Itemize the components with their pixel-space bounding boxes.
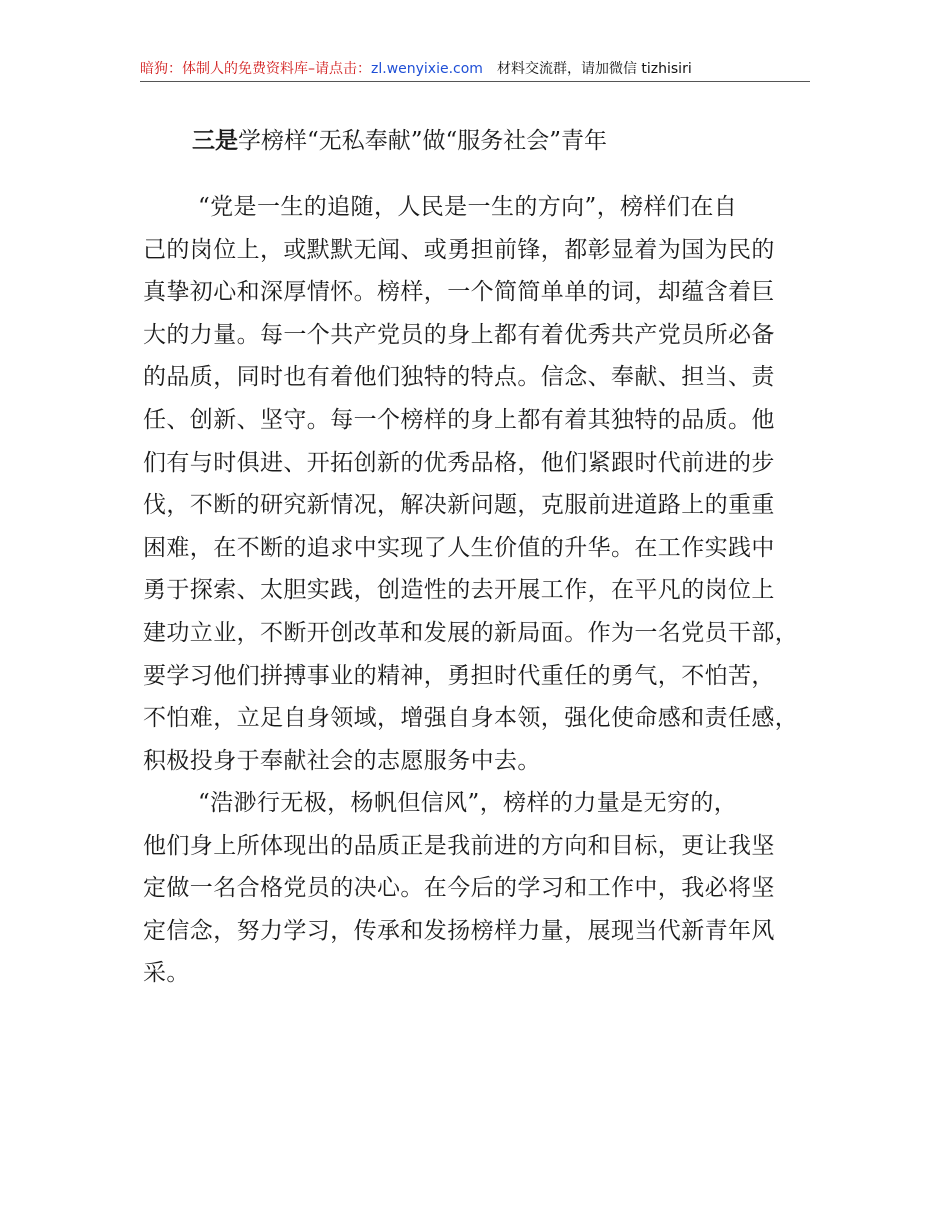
paragraph-line: “党是一生的追随，人民是一生的方向”，榜样们在自 [198,194,738,220]
paragraph-line: 他们身上所体现出的品质正是我前进的方向和目标，更让我坚 [143,832,775,859]
paragraph-line: 采。 [143,960,190,987]
paragraph-line: 伐，不断的研究新情况，解决新问题，克服前进道路上的重重 [143,492,775,519]
header-link[interactable]: zl.wenyixie.com [371,61,483,77]
paragraph-line: 要学习他们拼搏事业的精神，勇担时代重任的勇气，不怕苦， [143,662,775,689]
paragraph-line: 困难，在不断的追求中实现了人生价值的升华。在工作实践中 [143,534,775,561]
paragraph-line: 真挚初心和深厚情怀。榜样，一个简简单单的词，却蕴含着巨 [143,279,775,306]
paragraph-line: 勇于探索、太胆实践，创造性的去开展工作，在平凡的岗位上 [143,577,775,604]
paragraph-line: 的品质，同时也有着他们独特的特点。信念、奉献、担当、责 [143,364,775,391]
header-site-name: 暗狗：体制人的免费资料库 [140,61,308,77]
paragraph-1 [143,186,823,782]
header-divider [140,81,810,82]
paragraph-line: “浩渺行无极，杨帆但信风”，榜样的力量是无穷的， [198,790,738,816]
paragraph-line: 建功立业，不断开创改革和发展的新局面。作为一名党员干部， [143,619,799,646]
paragraph-line: 定信念，努力学习，传承和发扬榜样力量，展现当代新青年风 [143,917,775,944]
paragraph-line: 定做一名合格党员的决心。在今后的学习和工作中，我必将坚 [143,875,775,902]
paragraph-line: 不怕难，立足自身领域，增强自身本领，强化使命感和责任感， [143,705,799,732]
heading-text: 学榜样“无私奉献”做“服务社会”青年 [238,128,608,154]
paragraph-line: 己的岗位上，或默默无闻、或勇担前锋，都彰显着为国为民的 [143,236,775,263]
header-contact: 材料交流群，请加微信 tizhisiri [496,61,692,77]
paragraph-2 [143,782,823,995]
paragraph-line: 们有与时俱进、开拓创新的优秀品格，他们紧跟时代前进的步 [143,449,775,476]
heading-bold-prefix: 三是 [192,128,238,154]
paragraph-line: 任、创新、坚守。每一个榜样的身上都有着其独特的品质。他 [143,406,775,433]
header-click-prompt: –请点击： [308,61,371,77]
paragraph-line: 积极投身于奉献社会的志愿服务中去。 [143,747,541,774]
section-heading [192,124,607,158]
paragraph-line: 大的力量。每一个共产党员的身上都有着优秀共产党员所必备 [143,321,775,348]
page-header [140,58,810,80]
